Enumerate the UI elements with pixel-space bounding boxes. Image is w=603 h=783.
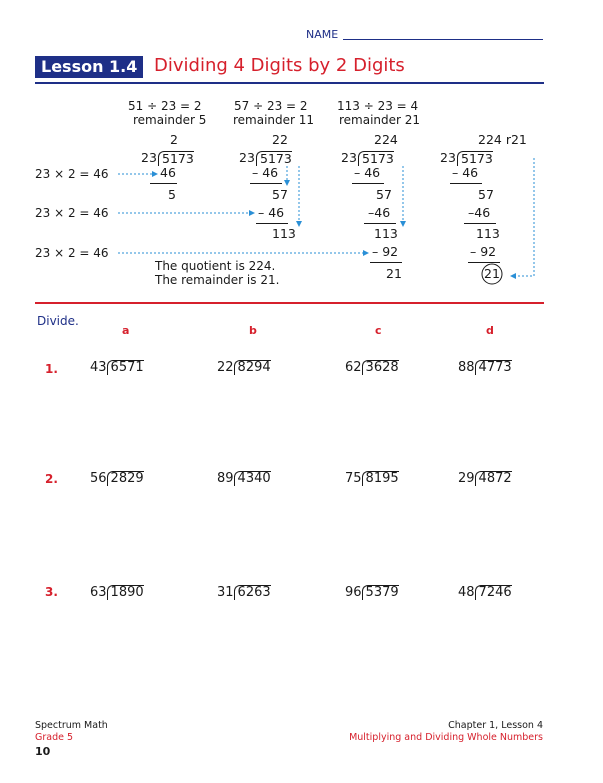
difference-1-final: 57 [478, 187, 494, 202]
problem-2c [345, 471, 399, 487]
difference-1-step-3: 57 [376, 187, 392, 202]
quotient-final: 224 r21 [478, 132, 527, 147]
divisor: 63 [90, 585, 107, 600]
difference-step-1: 5 [168, 187, 176, 202]
subtrahend-3-step-3: – 92 [372, 244, 399, 259]
dividend-step-1: 5173 [158, 151, 194, 166]
divisor: 29 [458, 471, 475, 486]
divisor: 48 [458, 585, 475, 600]
dividend: 7246 [475, 585, 512, 600]
footer-book-title: Spectrum Math [35, 720, 108, 731]
divisor: 43 [90, 360, 107, 375]
step-3-remainder: remainder 21 [339, 113, 421, 127]
example-arrows [0, 0, 603, 300]
dividend-final: 5173 [457, 151, 493, 166]
step-1-equation: 51 ÷ 23 = 2 [128, 99, 202, 113]
problem-3b [217, 585, 271, 601]
quotient-step-3: 224 [374, 132, 398, 147]
problem-3d [458, 585, 512, 601]
divisor: 89 [217, 471, 234, 486]
difference-2-step-3: 113 [374, 226, 398, 241]
quotient-step-1: 2 [170, 132, 178, 147]
subtrahend-1-step-2: – 46 [252, 165, 279, 180]
section-divider [35, 302, 544, 304]
divisor-step-3: 23 [341, 150, 357, 165]
problem-1a [90, 360, 144, 376]
multiplication-label-2: 23 × 2 = 46 [35, 206, 109, 220]
problem-1d [458, 360, 512, 376]
column-label-a: a [122, 324, 130, 337]
subtrahend-3-final: – 92 [470, 244, 497, 259]
dividend: 4340 [234, 471, 271, 486]
step-2-equation: 57 ÷ 23 = 2 [234, 99, 308, 113]
dividend: 1890 [107, 585, 144, 600]
dividend: 4773 [475, 360, 512, 375]
lesson-title: Dividing 4 Digits by 2 Digits [154, 55, 405, 76]
remainder-step-3: 21 [386, 266, 402, 281]
step-1-remainder: remainder 5 [133, 113, 207, 127]
problem-2d [458, 471, 512, 487]
dividend: 4872 [475, 471, 512, 486]
problem-2b [217, 471, 271, 487]
dividend: 5379 [362, 585, 399, 600]
column-label-c: c [375, 324, 382, 337]
dividend: 3628 [362, 360, 399, 375]
problem-3a [90, 585, 144, 601]
dividend: 6263 [234, 585, 271, 600]
remainder-final: 21 [484, 266, 500, 281]
divisor: 62 [345, 360, 362, 375]
difference-1-step-2: 57 [272, 187, 288, 202]
dividend: 6571 [107, 360, 144, 375]
dividend-step-3: 5173 [358, 151, 394, 166]
lesson-badge: Lesson 1.4 [35, 56, 143, 78]
subtrahend-1-final: – 46 [452, 165, 479, 180]
step-2-remainder: remainder 11 [233, 113, 315, 127]
subtrahend-step-1: 46 [160, 165, 176, 180]
divisor: 31 [217, 585, 234, 600]
column-label-b: b [249, 324, 257, 337]
dividend: 2829 [107, 471, 144, 486]
subtrahend-1-step-3: – 46 [354, 165, 381, 180]
multiplication-label-1: 23 × 2 = 46 [35, 167, 109, 181]
divisor-final: 23 [440, 150, 456, 165]
problem-2a [90, 471, 144, 487]
footer-chapter: Chapter 1, Lesson 4 [448, 720, 543, 731]
subtrahend-2-step-2: – 46 [258, 205, 285, 220]
divisor: 96 [345, 585, 362, 600]
divisor: 56 [90, 471, 107, 486]
difference-2-final: 113 [476, 226, 500, 241]
multiplication-label-3: 23 × 2 = 46 [35, 246, 109, 260]
quotient-statement: The quotient is 224. [155, 259, 276, 273]
dividend-step-2: 5173 [256, 151, 292, 166]
remainder-statement: The remainder is 21. [155, 273, 280, 287]
dividend: 8294 [234, 360, 271, 375]
problem-1c [345, 360, 399, 376]
problem-1b [217, 360, 271, 376]
row-label-3: 3. [45, 585, 58, 599]
divisor-step-1: 23 [141, 150, 157, 165]
subtrahend-2-final: –46 [468, 205, 491, 220]
name-label: NAME [306, 28, 339, 41]
footer-topic: Multiplying and Dividing Whole Numbers [349, 732, 543, 743]
problem-3c [345, 585, 399, 601]
arrow-remainder [511, 158, 534, 276]
difference-2-step-2: 113 [272, 226, 296, 241]
subtrahend-2-step-3: –46 [368, 205, 391, 220]
instruction: Divide. [37, 314, 79, 328]
divisor: 88 [458, 360, 475, 375]
footer-grade: Grade 5 [35, 732, 74, 743]
step-3-equation: 113 ÷ 23 = 4 [337, 99, 419, 113]
divisor-step-2: 23 [239, 150, 255, 165]
row-label-1: 1. [45, 362, 58, 376]
divisor: 75 [345, 471, 362, 486]
divisor: 22 [217, 360, 234, 375]
page-number: 10 [35, 745, 51, 758]
quotient-step-2: 22 [272, 132, 288, 147]
row-label-2: 2. [45, 472, 58, 486]
remainder-circle [482, 264, 502, 284]
column-label-d: d [486, 324, 494, 337]
dividend: 8195 [362, 471, 399, 486]
